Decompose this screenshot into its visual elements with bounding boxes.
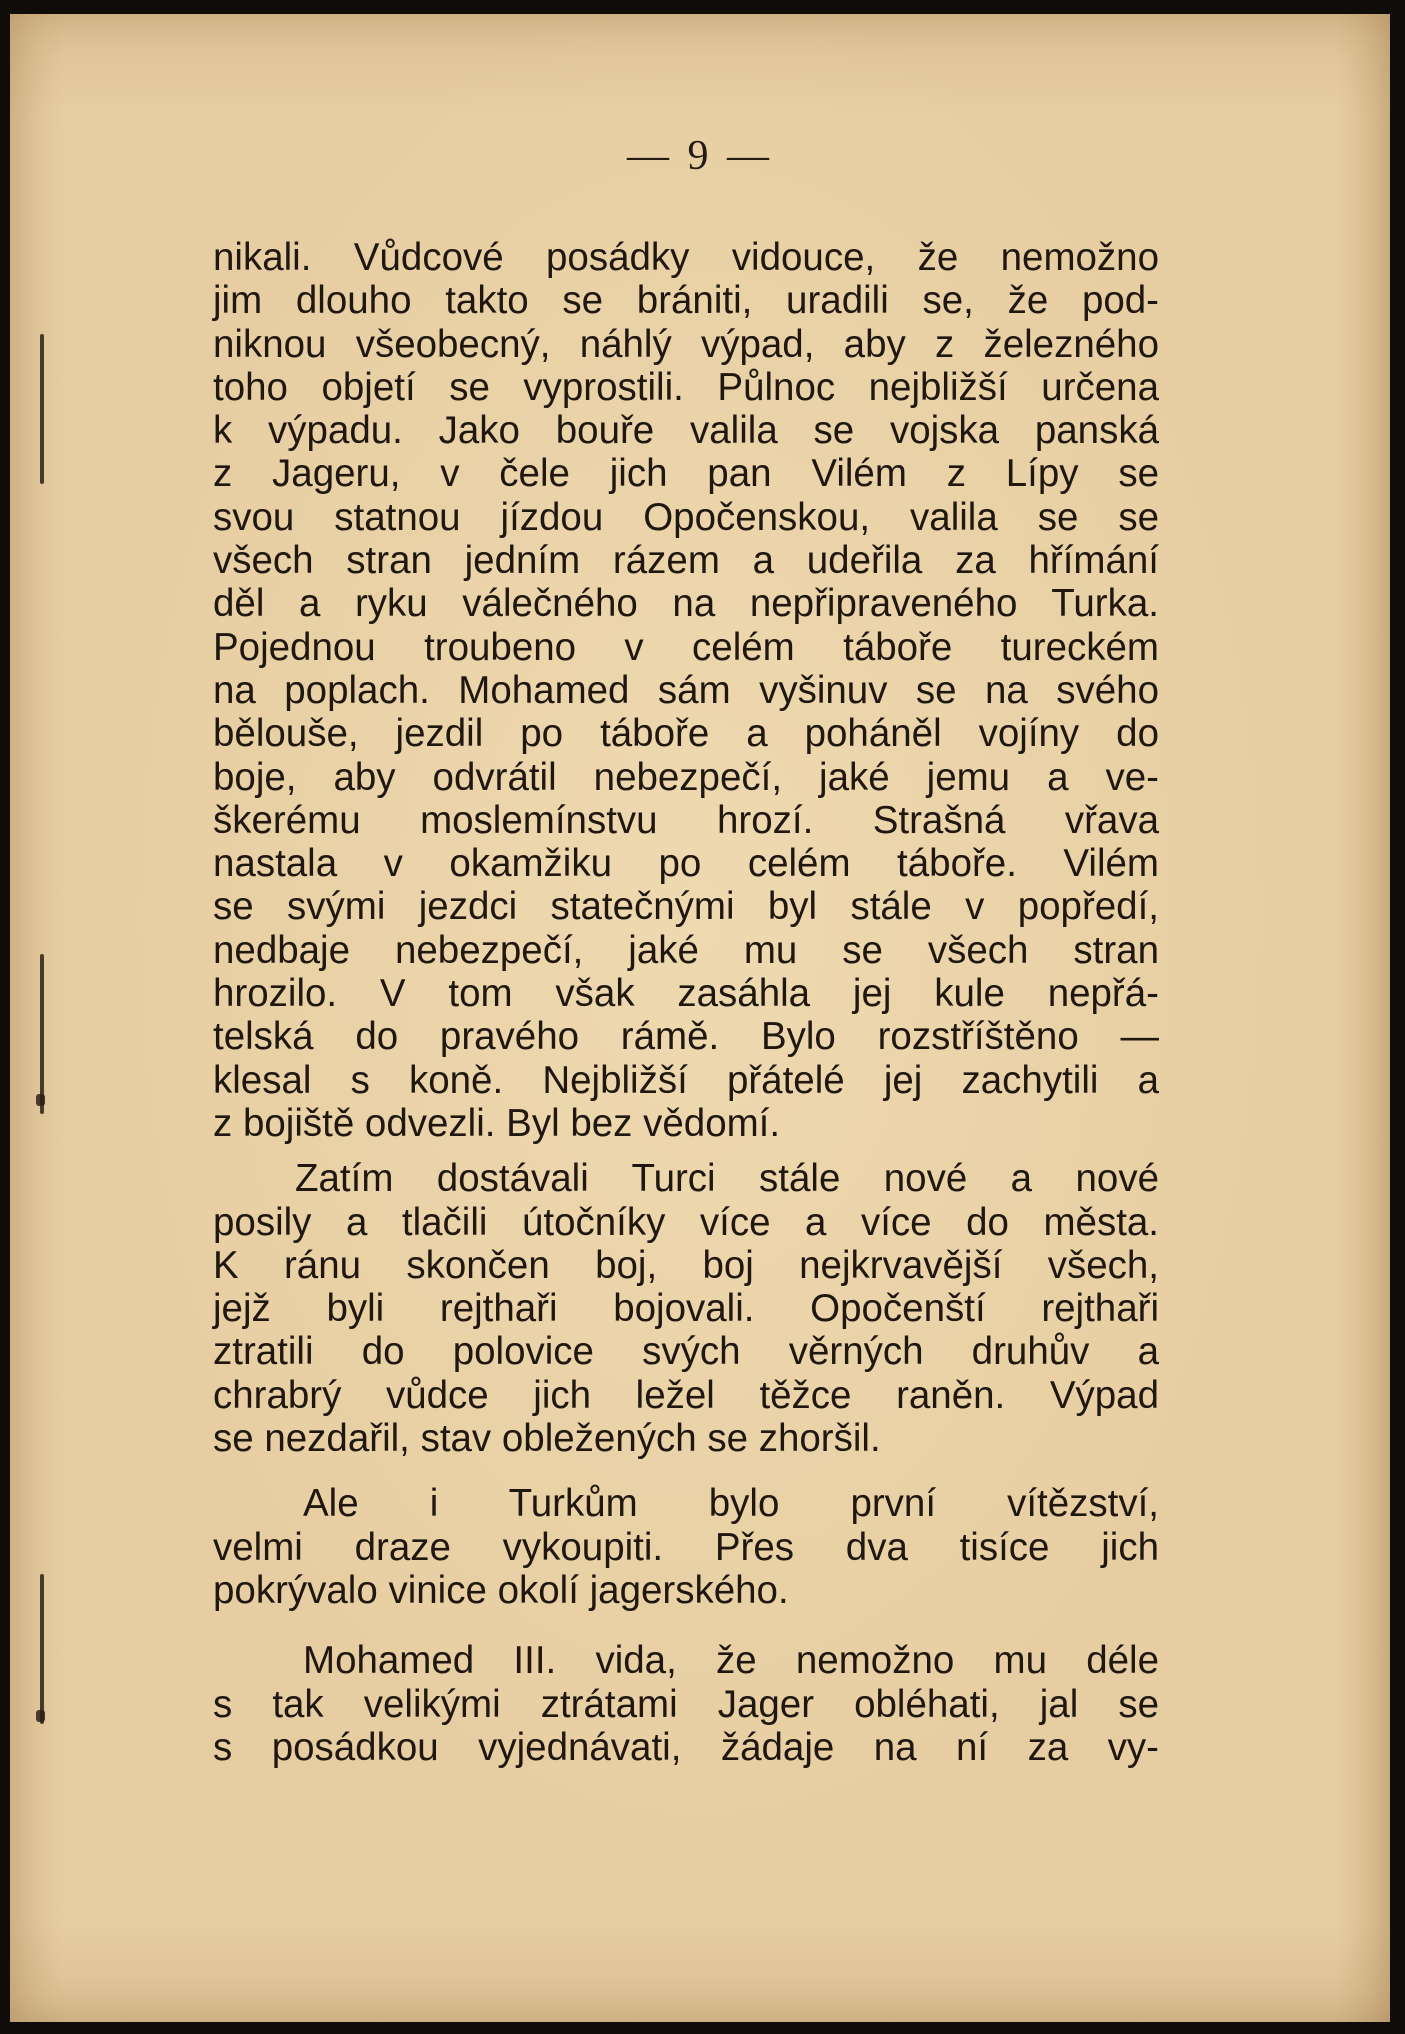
binding-dot-3 <box>36 1710 45 1722</box>
text-line: telská do pravého rámě. Bylo rozstříštěno — <box>213 1015 1159 1059</box>
text-line: Mohamed III. vida, že nemožno mu déle <box>303 1639 1159 1683</box>
text-line: chrabrý vůdce jich ležel těžce raněn. Výpad <box>213 1373 1159 1417</box>
text-line: K ránu skončen boj, boj nejkrvavější všech, <box>213 1243 1159 1287</box>
text-line: děl a ryku válečného na nepřipraveného Turka. <box>213 582 1159 626</box>
text-line: z bojiště odvezli. Byl bez vědomí. <box>213 1101 781 1145</box>
text-line: se svými jezdci statečnými byl stále v popředí, <box>213 885 1159 929</box>
binding-mark-1 <box>40 334 44 484</box>
text-line: se nezdařil, stav obležených se zhoršil. <box>213 1417 881 1461</box>
text-line: svou statnou jízdou Opočenskou, valila se se <box>213 495 1159 539</box>
text-line: niknou všeobecný, náhlý výpad, aby z železného <box>213 322 1159 366</box>
text-line: pokrývalo vinice okolí jagerského. <box>213 1568 789 1612</box>
text-line: toho objetí se vyprostili. Půlnoc nejbližší určena <box>213 365 1159 409</box>
text-line: nastala v okamžiku po celém táboře. Vilém <box>213 842 1159 886</box>
body-text <box>213 236 1159 1769</box>
text-line: nikali. Vůdcové posádky vidouce, že nemožno <box>213 236 1159 279</box>
text-line: velmi draze vykoupiti. Přes dva tisíce jich <box>213 1525 1159 1569</box>
paragraph-4 <box>213 1639 1159 1769</box>
text-line: jim dlouho takto se brániti, uradili se, že pod- <box>213 279 1159 323</box>
text-line: Ale i Turkům bylo první vítězství, <box>303 1482 1159 1526</box>
text-line: bělouše, jezdil po táboře a poháněl vojíny do <box>213 712 1159 756</box>
text-line: s posádkou vyjednávati, žádaje na ní za vy- <box>213 1725 1159 1769</box>
paragraph-1 <box>213 236 1159 1145</box>
text-line: Zatím dostávali Turci stále nové a nové <box>295 1157 1159 1201</box>
text-line: jejž byli rejthaři bojovali. Opočenští rejthaři <box>213 1287 1159 1331</box>
book-page <box>10 14 1390 2022</box>
text-line: ztratili do polovice svých věrných druhův a <box>213 1330 1159 1374</box>
text-line: na poplach. Mohamed sám vyšinuv se na svého <box>213 668 1159 712</box>
binding-mark-3 <box>40 1574 44 1724</box>
page-number: — 9 — <box>627 133 773 179</box>
paragraph-2 <box>213 1157 1159 1460</box>
binding-mark-2 <box>40 954 44 1114</box>
text-line: k výpadu. Jako bouře valila se vojska panská <box>213 409 1159 453</box>
text-line: nedbaje nebezpečí, jaké mu se všech stran <box>213 928 1159 972</box>
binding-dot-2 <box>36 1094 45 1106</box>
text-line: škerému moslemínstvu hrozí. Strašná vřava <box>213 798 1159 842</box>
text-line: hrozilo. V tom však zasáhla jej kule nepřá- <box>213 972 1159 1016</box>
text-line: boje, aby odvrátil nebezpečí, jaké jemu a ve- <box>213 755 1159 799</box>
text-line: z Jageru, v čele jich pan Vilém z Lípy se <box>213 452 1159 496</box>
text-line: posily a tlačili útočníky více a více do města. <box>213 1200 1159 1244</box>
paragraph-3 <box>213 1482 1159 1612</box>
text-line: Pojednou troubeno v celém táboře tureckém <box>213 625 1159 669</box>
text-line: klesal s koně. Nejbližší přátelé jej zachytili a <box>213 1058 1159 1102</box>
text-line: všech stran jedním rázem a udeřila za hřímání <box>213 539 1159 583</box>
text-line: s tak velikými ztrátami Jager obléhati, jal se <box>213 1682 1159 1726</box>
